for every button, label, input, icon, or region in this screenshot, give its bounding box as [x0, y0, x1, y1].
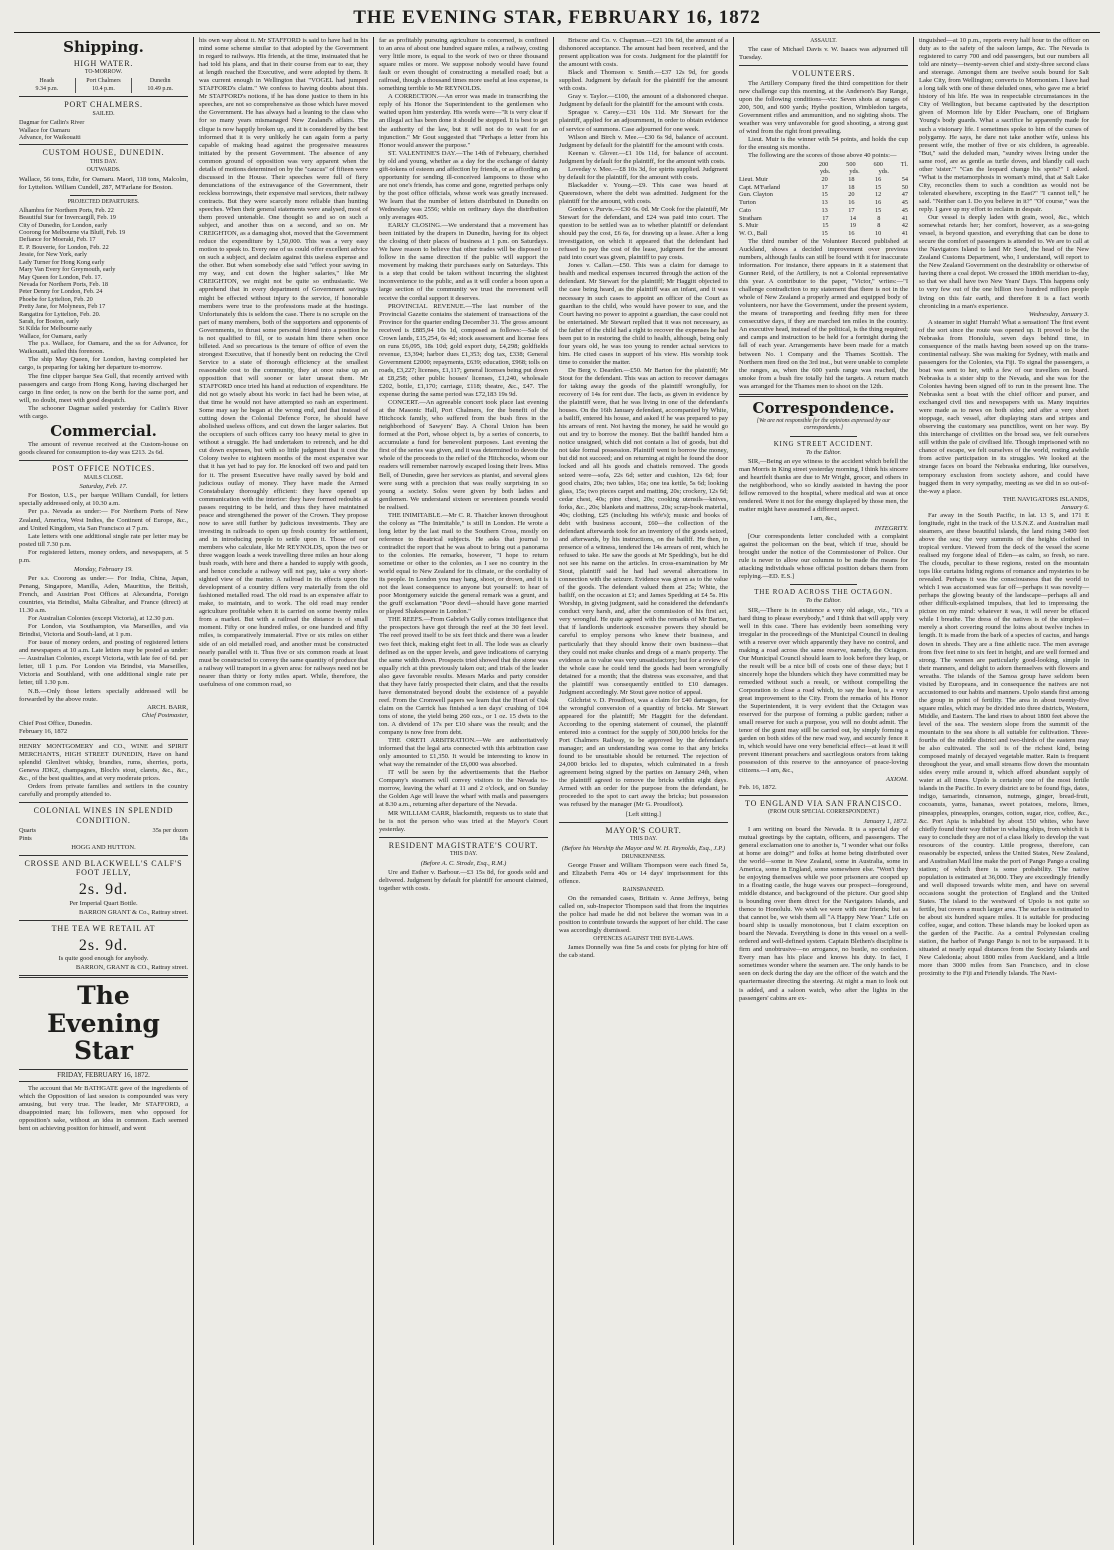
shipping-para: The schooner Dagmar sailed yesterday for Catlin's River with cargo.	[19, 404, 188, 420]
court-case: Gilchrist v. D. Proudfoot, was a claim for £40 damages, for the wrongful conversion of a quantity of bricks. Mr Stewart appeared for the plaintiff; Mr Haggitt for the defendant. According to the opening statement of counsel, the plaintiff entered into a contract for the supply of 300,000 bricks for the Port Chalmers Railway, to be approved by the defendant's manager; and an understanding was come to that any bricks found to be unsuitable should be returned. The rejection of 24,000 bricks led to disputes, which culminated in a fresh agreement being signed by the parties on January 24th, when the plaintiff agreed to remove the bricks within eight days. Armed with an order for the purpose from the defendant, he proceeded to the spot to cart away the bricks; but possession was refused by the manager (Mr G. Proudfoot).	[559, 696, 728, 809]
score-row: Lieut. Muir 20 18 16 54	[739, 175, 908, 183]
letter-body: SIR,—Being an eye witness to the accident which befell the man Morris in King street yesterday morning, I think his sincere and heartfelt thanks are due to Mr Wright, grocer, and others in the neighborhood, who so kindly assisted in having the poor fellow removed to the hospital, where medical aid was at once rendered. Were it not for the energy displayed by those men, the matter might have assumed a different aspect.	[739, 458, 908, 514]
jelly-price: 2s. 9d.	[78, 881, 129, 899]
score-row: Turton 13 16 16 45	[739, 199, 908, 207]
news-item: EARLY CLOSING.—We understand that a movement has been initiated by the drapers in Dunedin, having for its object the closing of their places of business at 1 p.m. on Saturdays. We have reason to believe that other trades will be disposed to follow in the same direction if the public will support the movement by making their purchases early on Saturdays. This is a step that could be taken without incurring the slightest inconvenience to the public, and as it will confer a boon upon a large section of the community we trust the movement will receive the cordial support it deserves.	[379, 222, 548, 302]
correspondence-heading: Correspondence.	[752, 398, 895, 417]
masthead-rule	[14, 32, 1100, 33]
commercial-heading: Commercial.	[50, 421, 157, 440]
news-item: MR WILLIAM CARR, blacksmith, requests us to state that he is not the person who was tried at the Mayor's Court yesterday.	[379, 809, 548, 833]
king-street-heading: KING STREET ACCIDENT.	[773, 439, 874, 448]
news-item: A CORRECTION.—An error was made in transcribing the reply of his Honor the Superintendent to the gentlemen who waited upon him yesterday. His words were—"It is very clear if an illegal act has been done it should be stopped. It is best to get the authority of the law, but it will not do to wait for an injunction." Mr Gout suggested that "Perhaps a letter from his Honor would answer the purpose."	[379, 93, 548, 149]
rm-court-heading: RESIDENT MAGISTRATE'S COURT.	[388, 840, 539, 850]
court-case: Jones v. Callan.—£50. This was a claim for damage to health and medical expenses incurred through the action of the defendant. Mr Stewart for the plaintiff; Mr Haggitt objected to the case being heard, as the plaintiff was an infant, and it was necessary in such cases to appoint an officer of the Court as guardian to the child, who would have power to sue, and the Court having no power to appoint a guardian, the case could not be entertained. Mr Stewart replied that it was not necessary, as the father of the child had a right to recover the expenses he had been put to in restoring the child to health, although, being only four years old, he was too young to render actual services to him. He cited cases in support of his view. His worship took time to consider the matter.	[559, 262, 728, 366]
court-case: Keenan v. Glover.—£1 10s 11d, for balance of account. Judgment by default for the plaintiff, for the amount with costs.	[559, 149, 728, 165]
news-item: THE INIMITABLE.—Mr C. R. Thatcher known throughout the colony as "The Inimitable," is still in London. He wrote a long letter by the last mail to the Southern Cross, mostly on reference to theatrical subjects. He asks that journal to contradict the report that he was about to bring out a panorama to the colonies. He remarks, however, "I hope to return sometime or other to the colonies, as I see no country in the world equal to New Zealand for its climate, or the cordiality of its people. In London you may hang, shoot, or drown, and it is not the least consequence to anyone but yourself: to hear of poor Montgomery suicide the general remark was a grunt, and the gruff exclamation "Poor devil—should have gone married or played Shakespeare in London."	[379, 511, 548, 616]
score-row: S. Muir 15 19 8 42	[739, 222, 908, 230]
leader-para: The account that Mr BATHGATE gave of the ingredients of which the Opposition of last session is compounded was very amusing, but very true. The leader, Mr STAFFORD, a disappointed man; his followers, men who opposed for opposition's sake, without an idea in common. Each seemed bent on achieving position for himself, and went	[19, 1084, 188, 1132]
column-4: Briscoe and Co. v. Chapman.—£21 10s 6d, the amount of a dishonored acceptance. The amount had been received, and the present application was for costs. Judgment for the plaintiff for the amount with costs. Black and Thomson v. Smith.—£37 12s 9d, for goods supplied. Judgment by default for the plaintiff for the amount with costs. Gray v. Taylor.—£100, the amount of a dishonored cheque. Judgment by default for the plaintiff for the amount with costs. Sprague v. Carey.—£31 10s 11d. Mr Stewart for the plaintiff, applied for an adjournment, in order to obtain evidence of service of summons. Case adjourned for one week. Wilson and Birch v. Mee.—£30 6s 9d, balance of account. Judgment by default for the plaintiff for the amount with costs. Keenan v. Glover.—£1 10s 11d, for balance of account. Judgment by default for the plaintiff, for the amount with costs. Loveday v. Mee.—£8 10s 3d, for spirits supplied. Judgment by default for the plaintiff, for the amount with costs. Blackadder v. Young.—£9. This case was heard at Queenstown, where the debt was admitted. Judgment for the plaintiff for the amount, with costs. Gordon v. Purvis.—£30 6s. 0d. Mr Cook for the plaintiff, Mr Stewart for the defendant, and £24 was paid into court. The question to be settled was as to whether plaintiff or defendant should pay the cost, £6 6s, for drawing up a lease. After a long investigation, on which it appeared that the defendant had refused to pay the cost of the lease, judgment for the amount paid into court was given, plaintiff to pay costs. Jones v. Callan.—£50. This was a claim for damage to health and medical expenses incurred through the action of the defendant. Mr Stewart for the plaintiff; Mr Haggitt objected to the case being heard, as the plaintiff was an infant, and it was necessary in such cases to appoint an officer of the Court as guardian to the child, who would have power to sue, and the Court having no power to appoint a guardian, the case could not be entertained. Mr Stewart replied that it was not necessary, as the father of the child had a right to recover the expenses he had been put to in restoring the child to health, although, being only four years old, he was too young to render actual services to him. He cited cases in support of his view. His worship took time to consider the matter. De Berg v. Dearden.—£50. Mr Barton for the plaintiff; Mr Stout for the defendant. This was an action to recover damages for taking away the goods of the plaintiff wrongfully, for recovery of 14s for rent due. The facts, as given in evidence by the plaintiff were, that he was living in one of the defendant's houses. On the 16th January defendant, accompanied by White, a bailiff, entered his house, and asked if he was prepared to pay his arrears of rent. Not having the money, he said he would go out and try to borrow the money. But the bailiff handed him a notice unsigned, which did not contain a list of goods, but did not take formal possession. Plaintiff went to borrow the money, but did not succeed; and on returning at night he found the door locked and all his goods and chattels removed. The goods seized were—sofa, 22s 6d; setter and cushion, 12s 6d; four good chairs, 20s; two tables, 16s; one tea kettle, 5s 6d; looking glass, 15s; two pieces carpet and matting, 20s; crockery, 12s 6d; cedar chest, 40s; pine chest, 20s; cooking utensils—knives, forks, &c., 20s; blankets and mattress, 20s; scrap-book material, 40s; clothing, £25 (including his wife's); music and books of debt with business account, £60—the collection of the defendant afterwards took for an inventory of the goods seized, and afterwards, by his instructions, on the bailiff. He then, in presence of a witness, tendered the 14s arrears of rent, which he refused to take. He saw the goods at Mr Spedding's, but he did not see his name on the articles. In cross-examination by Mr Stout, plaintiff said he had had several altercations in connection with the seizure. Evidence was given as to the value of the goods. The defendant valued them at 25s; White, the bailiff, on the occasion at £1; and James Spedding at £4 5s. His Worship, in giving judgment, said he considered the defendant's conduct very harsh, and, after the commission of his first act, very wrongful. He quite agreed with the remarks of Mr Barton, that if landlords undertook excessive powers they should be careful to employ persons who knew their business, and particularly that they should know their own business—that they could not make chunks and dregs of a man's property. The evidence as to value was very unsatisfactory; but for a review of the whole case he could tend the goods had been wrongfully detained for a month; that the distress was excessive, and that the plaintiff was consequently entitled to £10 damages. Judgment accordingly. Mr Stout gave notice of appeal. Gilchrist v. D. Proudfoot, was a claim for £40 damages, for the wrongful conversion of a quantity of bricks. Mr Stewart appeared for the plaintiff; Mr Haggitt for the defendant. According to the opening statement of counsel, the plaintiff entered into a contract for the supply of 300,000 bricks for the Port Chalmers Railway, to be approved by the defendant's manager; and an understanding was come to that any bricks found to be unsuitable should be returned. The rejection of 24,000 bricks led to disputes, which culminated in a fresh agreement being signed by the parties on January 24th, when the plaintiff agreed to remove the bricks within eight days. Armed with an order for the purpose from the defendant, he proceeded to the spot to cart away the bricks; but possession was refused by the manager (Mr G. Proudfoot). [Left sitting.] MAYOR'S COURT. THIS DAY. (Before his Worship the Mayor and W. H. Reynolds, Esq., J.P.) DRUNKENNESS. George Fraser and William Thompson were each fined 5s, and Elizabeth Ferra 40s or 14 days' imprisonment for this offence. RAINSPANNED. On the remanded cases, Brittain v. Anne Jeffreys, being called on, sub-Inspector Thompson said that from the inquiries the police had made he did not believe the woman was in a position to contribute towards the support of her child. The case was accordingly dismissed. OFFENCES AGAINST THE BYE-LAWS. James Donnelly was fine 5s and costs for plying for hire off the cab stand.	[554, 37, 734, 1545]
volunteers-heading: VOLUNTEERS.	[791, 69, 856, 79]
score-row: Gun. Clayton 15 20 12 47	[739, 191, 908, 199]
postmaster-signature: ARCH. BARR,	[147, 703, 188, 711]
court-case: Black and Thomson v. Smith.—£37 12s 9d, for goods supplied. Judgment by default for the plaintiff for the amount with costs.	[559, 69, 728, 93]
post-office-heading: POST OFFICE NOTICES.	[52, 464, 155, 474]
court-case: Loveday v. Mee.—£8 10s 3d, for spirits supplied. Judgment by default for the plaintiff, for the amount with costs.	[559, 165, 728, 181]
evening-star-nameplate: The Evening Star	[47, 981, 160, 1066]
news-item: ST. VALENTINE'S DAY.—The 14th of February, cherished by old and young, whether as a day for the exchange of dainty gift-tokens of esteem and affection by friends, or as affording an opportunity for sending ill-conceived lampoons to those who are not one's friends, has come and gone, regretted perhaps only by the post office officials, whose work was greatly increased. We learn that the number of letters distributed in Dunedin on Wednesday was 2556; while on ordinary days the distribution only averages 405.	[379, 149, 548, 222]
tide-heads: Heads 9.34 p.m.	[19, 78, 76, 93]
high-water-heading: HIGH WATER.	[73, 58, 134, 68]
court-case: Ure and Esther v. Barbour.—£3 15s 8d, for goods sold and delivered. Judgment by default for plaintiff for amount claimed, together with costs.	[379, 868, 548, 892]
news-item: IT will be seen by the advertisements that the Harbor Company's steamers will convey visitors to the Nevada to-morrow, leaving the wharf at 11 and 2 o'clock, and on Sunday the Golden Age will leave the wharf with mails and passengers at 8.30 a.m., returning after departure of the Nevada.	[379, 769, 548, 809]
wine-price-row: Pints 18s	[19, 834, 188, 842]
masthead: THE EVENING STAR, FEBRUARY 16, 1872	[353, 7, 761, 28]
tomorrow-label: TO-MORROW.	[84, 69, 123, 76]
custom-house-heading: CUSTOM HOUSE, DUNEDIN.	[42, 148, 165, 158]
tea-ad-title: THE TEA WE RETAIL AT	[51, 923, 156, 933]
court-case: Gray v. Taylor.—£100, the amount of a dishonored cheque. Judgment by default for the plaintiff for the amount with costs.	[559, 93, 728, 109]
score-row: Cato 13 17 15 45	[739, 206, 908, 214]
hogg-hutton-signature: HOGG AND HUTTON.	[71, 843, 136, 851]
tide-dunedin: Dunedin 10.49 p.m.	[147, 78, 174, 92]
calfs-foot-jelly-title: CROSSE AND BLACKWELL'S CALF'S FOOT JELLY,	[24, 858, 183, 878]
columns	[14, 37, 1100, 1545]
leader-continued: his own way about it. Mr STAFFORD is said to have had in his mind some scheme similar to that adopted by the Government in regard to railways. His friends, at the time, insinuated that he had told his plans, and that in their course from ear to ear, they at length reached the Executive, and were adopted by them. It was current enough in Wellington that "VOGEL had jumped STAFFORD's claim." We confess to having doubts about this. Mr STAFFORD's notions, if he has done justice to them in his speeches, are not so comprehensive as those which have moved the Government. He has always had a leaning to the class who for so many years mismanaged New Zealand's affairs. The clique is now happily broken up, and it is considered by the best informed that it is very unlikely he can again form a party capable of making head against the progressive measures initiated by the present Government. The absence of any common ground of opposition was very apparent when the details of motions determined on by the "caucus" of fifteen were discussed in the House. Their speeches were full of fiery denunciations of the extravagance of the Government, their reckless borrowings, their expensive mail services, their railway contracts. But they were scarcely more reliable than hunting speeches. When their general statements were analysed, most of them proved untenable. One thought so and so on such a subject, and another thus on a second, and so on. Mr CREIGHTON, as a damaging shot, moved that the Government reduce the expenditure by 1,50,000. This was a very easy motion to speak to. Every one of us could offer excellent advice on such a subject, and declaim against this useless expense and the other. But when somebody else said "effect your saving in my way, and cut down the higher salaries," like Mr CREIGHTON, we might not be quite so enthusiastic. We apprehend that in every department of Government savings might be effected without injury to the service, if honorable members were true to the professions made at the hustings. Unfortunately this is seldom the case. There is no scruple on the part of many members, both of the supporters and opponents of Governments, to thrust some personal friend into a position he is not qualified to fill, or to sustain him there when once billeted. And so precarious is the tenure of office of even the strongest Executive, that if honestly bent on reducing the Civil Service to a state of thorough efficiency at the smallest reasonable cost to the community, they at once raise up an opposition that will sooner or later unseat them. Mr STAFFORD once tried his hand at reduction of expenditure. He did not go wisely about his work: in fact had he been wise, at that time he would not have attempted so rash an experiment. Some may say he began at the wrong end, and that instead of cutting down the Colonial Defence Force, he should have abolished useless offices, and cut down the larger salaries. But the occupiers of such offices carry too heavy metal to give in without a struggle. He had undertaken to retrench, and he did cut down expenses, but with so little judgment that it cost the Colony twelve to eighteen months of the most expensive war that it has yet had to pay for. He knocked off two and paid ten for it. The present Executive have really saved by bold and judicious outlay of money. They have made the Armed Constabulary thoroughly efficient: they have opened up communication with the interior: they have formed redoubts at passes requiring to be held, and thus they have maintained peace and strengthened the power of the Crown. They propose now to save still further by judicious investments. They are investing in railroads to open up fresh country for settlement, and in introducing people to settle upon it. Those of our members who calculate, like Mr REYNOLDS, upon the two or three waggon loads a week travelling three miles an hour along bush roads, with here and there a handed to supply with goods, and hence conclude a railway will not pay, take a very short-sighted view of the matter. A railroad in its effects upon the development of a country differs very materially from the old fashioned metalled road. The old road is an expensive affair to make, to maintain, and to work. The old road may render agriculture profitable when it is carried on some twenty miles from a market. But with a railroad the distance is of small moment. Fifty or one hundred miles, or one hundred and fifty miles, is comparatively immaterial. Five or six miles on either side of an old metalled road, and another must be constructed nearly parallel with it. Thus five or six common roads at least must be constructed to convey the same quantity of produce that a railway will transport in a given area: for railways need not be nearer than thirty or forty miles apart. While, therefore, the usefulness of one common road, so	[199, 37, 368, 688]
score-row: Capt. M'Farland 17 18 15 50	[739, 183, 908, 191]
court-case: Gordon v. Purvis.—£30 6s. 0d. Mr Cook for the plaintiff, Mr Stewart for the defendant, and £24 was paid into court. The question to be settled was as to whether plaintiff or defendant should pay the cost, £6 6s, for drawing up a lease. After a long investigation, on which it appeared that the defendant had refused to pay the cost of the lease, judgment for the amount paid into court was given, plaintiff to pay costs.	[559, 205, 728, 262]
leader-dateline: FRIDAY, FEBRUARY 16, 1872.	[19, 1069, 188, 1082]
sailed-list: Dagmar for Catlin's River Wallace for Oamaru Advance, for Waikouaiti	[19, 119, 85, 141]
mayors-court-heading: MAYOR'S COURT.	[605, 825, 682, 835]
tea-price: 2s. 9d.	[78, 936, 129, 954]
shipping-para: The p.s. Wallace, for Oamaru, and the ss for Advance, for Waikouaiti, sailed this forenoon.	[19, 340, 188, 356]
column-6: tinguished—at 10 p.m., reports every half hour to the officer on duty as to the safety of the saloon lamps, &c. The Nevada is registered to carry 700 and odd passengers, but our numbers all told are ninety—twenty-seven chief and sixty-three second class and steerage. Amongst them are twelve souls bound for Salt Lake City, from Wellington; converts to Mormonism. I have had a long talk with one of these deluded ones, who gave me a brief history of his life. He was in respectable circumstances in the City of Wellington, but became captivated by the description given of Mormon life by Elder Peacham, one of Brigham Young's body guards. What a sacrifice he apparently made for such a visionary life. I sometimes spoke to him of the curses of polygamy. He says, he dare not take another wife, unless his present wife, the mother of five or six children, is agreeable. "But," said the deluded man, "sundry wives living under the same roof, are as gentle as turtle doves, and blandly call each other 'sister.'" "Can the leopard change his spots?" I asked. "What is the metamorphosis in woman's mind, that at Salt Lake City, reconciles them to such a condition as would not be tolerated elsewhere, excepting in the East?" "I cannot tell," he said. "Neither can I. Do you believe in it?" "Of course," was the reply. I gave up my effort to reclaim in despair. Our vessel is deeply laden with grain, wool, &c., which somewhat retards her; her comfort, however, as a sea-going vessel, is beyond question, and everything that can be done to secure the comfort of passengers is attended to. We are to call at the Navigators Island to land Mr Seed, the head of the New Zealand Customs Department, who, I understand, will report to the New Zealand Government on the desirability or otherwise of having there a coal depot. We crossed the 180th meridian to-day, so that we shall have two New Years' Days. This happens only to very few out of the one billion two hundred million people living on this fair earth, and therefore it is a fact worth chronicling in a man's experience. Wednesday, January 3. A steamer in sight! Hurrah! What a sensation! The first event of the sort since the route was opened up. It proved to be the Nebraska from Honolulu, seven days behind time, in consequence of the mails having been sowed up on the trans-continental railway. She was making for Sydney, with mails and passengers for the Colonies, via Fiji. To signal the passengers, a boat was sent to her, with a few of our travellers on board. Nebraska is a sister ship to the Nevada, and she was for the Colonies having been signed off to run in the present line. The Nebraska sent a boat with the chief officer and purser, and exchanged civil ties and newspapers with us. Many inquiries were made as to news on both sides; and after a very short stoppage, each vessel, after displaying stars and stripes and observing the customary sea punctilios, went on her way. By this interchange of civilities on the broad sea, we felt ourselves still within the pale of civilised life. Though imprisoned with no chance of escape, we felt ourselves of the world, resting awhile from active participation in its struggles. We looked at the strange faces on board the Nebraska enduring, like ourselves, temporary exclusion from society ashore, and could have hugged them in very sympathy, meeting as we did in so out-of-the-way a place. THE NAVIGATORS ISLANDS, January 6. Far away in the South Pacific, in lat. 13 S, and 171 E longitude, right in the track of the U.S.N.Z. and Australian mail steamers, are these beautiful islands, the land rising 3400 feet above the sea; the very summits of the heights clothed in tropical verdure. Viewed from the deck of the vessel the scene realised my forgone ideal of Eden—as calm, so fresh, so rare. The clouds, peculiar to these regions, rested on the mountain tops like curtains hiding regions of romance and mysteries to be revealed. Perhaps it was the consciousness that the world to which I was accustomed was far off—perhaps it was novelty—perhaps the glowing beauty of the landscape—perhaps all and other difficult-explained impulses, that led to impressing the picture on my mind: whatever it was, it will never be effaced while I breathe. The dress of the natives is of the simplest—merely a short covering round the loins about twelve inches in length. It is made from the bark of a species of cactus, and hangs down in shreds. They are a fine athletic race. The men average from five feet nine to six feet in height, and are well formed and strong. The women are particularly good-looking, simple in their manners, and delight to adorn themselves with flowers and wreaths. The islands of the Samoa group have seldom been visited by Europeans, and in consequence the natives are not accustomed to our habits and manners. Upolo stands first among the group in point of fertility. The area in about twenty-five square miles, which may be divided into three districts, Western, Middle, and Eastern. The land rises to about 1800 feet above the level of the sea. The western slope from the summit of the mountain to the sea shore is all suitable for cultivation. Three-fourths of the middle district and two-thirds of the eastern may be also cultivated. The soil is of the richest kind, being composed mainly of decayed vegetable matter. Rain is frequent throughout the year, and small streams flow down the mountain sides every mile around it, which afford abundant supply of water at all times. Upolo is certainly one of the most fertile islands in the Pacific. In every district are to be found figs, dates, indigo, tamarinds, cinnamon, nutmegs, ginger, bread-fruit, cocoanuts, yams, bananas, sweet potatoes, melons, limes, pineapples, pineapples, oranges, cotton, sugar, rice, coffee, &c., &c. Port Apia is inhabited by about 150 whites, who have chiefly found their way thither in whaling ships, from which it is easy to conclude they are not of a class likely to develop the vast resources of the country. Little progress, therefore, can reasonably be expected, unless the United States, New Zealand, and Australian Mail line make the port of Pango Pango a coaling station; of which there is some probability. The native population is estimated at 36,000. They are exceedingly friendly and well disposed towards white men, and have on several occasions sought the protection of England and the United States. The island to the westward of Upolo is not quite so fertile, but covers a much larger area. The surface is estimated to be about six hundred square miles. It is suitable for producing coffee, sugar, and cotton. These islands may be looked upon as the garden of the Pacific. As a central Polynesian coaling station, the harbor of Pango Pango is not to be surpassed. It is situated at nearly equal distances from the Society Islands and New Caledonia; about 1800 miles from Auckland, and a little more than 3000 miles from San Francisco, and in close proximity to the Fiji and Friendly Islands. The Navi-	[919, 37, 1089, 978]
court-case: De Berg v. Dearden.—£50. Mr Barton for the plaintiff; Mr Stout for the defendant. This was an action to recover damages for taking away the goods of the plaintiff wrongfully, for recovery of 14s for rent due. The facts, as given in evidence by the plaintiff were, that he was living in one of the defendant's houses. On the 16th January defendant, accompanied by White, a bailiff, entered his house, and asked if he was prepared to pay his arrears of rent. Not having the money, he said he would go out and try to borrow the money. But the bailiff handed him a notice unsigned, which did not contain a list of goods, but did not take formal possession. Plaintiff went to borrow the money, but did not succeed; and on returning at night he found the door locked and all his goods and chattels removed. The goods seized were—sofa, 22s 6d; setter and cushion, 12s 6d; four good chairs, 20s; two tables, 16s; one tea kettle, 5s 6d; looking glass, 15s; two pieces carpet and matting, 20s; crockery, 12s 6d; cedar chest, 40s; pine chest, 20s; cooking utensils—knives, forks, &c., 20s; blankets and mattress, 20s; scrap-book material, 40s; clothing, £25 (including his wife's); music and books of debt with business account, £60—the collection of the defendant afterwards took for an inventory of the goods seized, and afterwards, by his instructions, on the bailiff. He then, in presence of a witness, tendered the 14s arrears of rent, which he refused to take. He saw the goods at Mr Spedding's, but he did not see his name on the articles. In cross-examination by Mr Stout, plaintiff said he had had several altercations in connection with the seizure. Evidence was given as to the value of the goods. The defendant valued them at 25s; White, the bailiff, on the occasion at £1; and James Spedding at £4 5s. His Worship, in giving judgment, said he considered the defendant's conduct very harsh, and, after the commission of his first act, very wrongful. He quite agreed with the remarks of Mr Barton, that if landlords undertook excessive powers they should be careful to employ persons who knew their business, and particularly that they should know their own business—that they could not make chunks and dregs of a man's property. The evidence as to value was very unsatisfactory; but for a review of the whole case he could tend the goods had been wrongfully detained for a month; that the distress was excessive, and that the plaintiff was consequently entitled to £10 damages. Judgment accordingly. Mr Stout gave notice of appeal.	[559, 366, 728, 696]
travel-letter: I am writing on board the Nevada. It is a special day of mutual greetings by the captain, officers, and passengers. The general exclamation one to another is, "I wonder what our folks at home are doing?" and folks at home being distributed over the world—some in New Zealand, some in Australia, some in America, some in England, some somewhere else. "Won't they be enjoying themselves while we poor prisoners are cooped up in a floating castle, the huge waves our prospect—foreground, middle distance, and background of the picture. Our good ship is bounding over them direct for the Navigators Islands, and thence to Honolulu. We wish we were with our friends; but as that cannot be, we wish them all "A Happy New Year." Life on board ship is usually monotonous, but I claim exception on board the Nevada. Everything is done in this vessel on a well-ordered and well-defined system. Captain Blethen's discipline is firm and unobtrusive—no arrogance, no bustle, no confusion. Every man has his place and knows his duty. In fact, I sometimes wonder where the seamen are. The only hands to be seen on deck during the day are the officer of the watch and the quartermaster directing the steering. At night a man to look out is added, and a saloon watch, who after the lights in the passengers' cabins are ex-	[739, 825, 908, 1002]
score-table: 200 500 600 Tl. yds. yds. yds. Lieut. Muir 20 18 16 54 Capt. M'Farland 17 18 15 50 Gun. Clayton 15 20 12 47 Turton 13 16 16 45 Cato 13 17 15 45 Stratham 17 14 8 41 S. Muir 15 19 8 42 W. O., Ball 15 16 10 41	[739, 160, 908, 238]
port-chalmers-heading: PORT CHALMERS.	[64, 100, 143, 110]
shipping-para: The ship May Queen, for London, having completed her cargo, is preparing for taking her departure to-morrow.	[19, 356, 188, 372]
tide-port-chalmers: Port Chalmers 10.4 p.m.	[76, 78, 133, 93]
tide-table	[19, 78, 188, 93]
colonial-wines-ad-title: COLONIAL WINES IN SPLENDID CONDITION.	[33, 806, 174, 825]
news-item: PROVINCIAL REVENUE.—The last number of the Provincial Gazette contains the statement of transactions of the Province for the quarter ending December 31. The gross amount received is £885,94 10s 1d, composed as follows:—Sale of Crown lands, £15,254, 6s 4d; stock assessment and license fees on runs £6,095, 18s 10d; gold export duty, £4,298; goldfields revenue, £3,394; harbor dues £1,353; dog tax, £338; General Government £2000; repayments, £639; education, £968; tolls on roads, £3,227; licenses, £1,117; general licenses being put down at £8,258; other public houses' licenses, £1,240, wholesale £202, bottle, £1,170; carriage, £118; theatre, &c., £47. The expense during the same period was £72,183 19s 9d.	[379, 302, 548, 399]
news-item: CONCERT.—An agreeable concert took place last evening at the Masonic Hall, Port Chalmers, for the benefit of the Hitchcock family, who suffered from the bush fires in the neighborhood of Sawyers' Bay. A Choral Union has been formed at the Port, whose object is, by a series of concerts, to accumulate a fund for benevolent purposes. Last evening the first of the series was given, and it was determined to devote the whole of the proceeds to the relief of the Hitchcocks, whom our readers will remember narrowly escaped losing their lives. Miss Bell, of Dunedin, gave her services as pianist, and several glees were sung with a precision that was really surprising in so young a society. Solos were given by both ladies and gentlemen. We understand sixteen or seventeen pounds would be realised.	[379, 399, 548, 511]
departures-list: Alhambra for Northern Ports, Feb. 22 Beautiful Star for Invercargill, Feb. 19 City of Dunedin, for London, early Coorong for Melbourne via Bluff, Feb. 19 Defiance for Moeraki, Feb. 17 E. P. Bouverie, for London, Feb. 22 Jessie, for New York, early Lady Turner for Hong Kong early Mary Van Every for Greymouth, early May Queen for London, Feb. 17. Nevada for Northern Ports, Feb. 18 Peter Denny for London, Feb. 24 Phoebe for Lyttelton, Feb. 20 Pretty Jane, for Molyneux, Feb 17 Rangatira for Lyttelton, Feb. 20. Sarah, for Boston, early St Kilda for Melbourne early Wallace, for Oamaru, early	[19, 206, 126, 340]
shipping-heading: Shipping.	[63, 38, 144, 56]
column-1: Shipping. HIGH WATER. TO-MORROW. Heads 9.34 p.m. Port Chalmers 10.4 p.m. Dunedin 10.49 p.m. PORT CHALMERS. SAILED. Dagmar for Catlin's River Wallace for Oamaru Advance, for Waikouaiti CUSTOM HOUSE, DUNEDIN. THIS DAY. OUTWARDS. Wallace, 56 tons, Edie, for Oamaru. Maori, 118 tons, Malcolm, for Lyttelton. William Cundell, 287, M'Farlane for Boston. PROJECTED DEPARTURES. Alhambra for Northern Ports, Feb. 22 Beautiful Star for Invercargill, Feb. 19 City of Dunedin, for London, early Coorong for Melbourne via Bluff, Feb. 19 Defiance for Moeraki, Feb. 17 E. P. Bouverie, for London, Feb. 22 Jessie, for New York, early Lady Turner for Hong Kong early Mary Van Every for Greymouth, early May Queen for London, Feb. 17. Nevada for Northern Ports, Feb. 18 Peter Denny for London, Feb. 24 Phoebe for Lyttelton, Feb. 20 Pretty Jane, for Molyneux, Feb 17 Rangatira for Lyttelton, Feb. 20. Sarah, for Boston, early St Kilda for Melbourne early Wallace, for Oamaru, early The p.s. Wallace, for Oamaru, and the ss for Advance, for Waikouaiti, sailed this forenoon. The ship May Queen, for London, having completed her cargo, is preparing for taking her departure to-morrow. The fine clipper barque Sea Gull, that recently arrived with passengers and cargo from Hong Kong, having discharged her cargo in fine order, is now on the berth for the same port, and will, no doubt, meet with good despatch. The schooner Dagmar sailed yesterday for Catlin's River with cargo. Commercial. The amount of revenue received at the Custom-house on goods cleared for consumption to-day was £213. 2s 6d. POST OFFICE NOTICES. MAILS CLOSE. Saturday, Feb. 17. For Boston, U.S., per barque William Cundall, for letters specially addressed only, at 10.30 a.m. Per p.s. Nevada as under:— For Northern Ports of New Zealand, America, West Indies, the Continent of Europe, &c., and United Kingdom, via San Francisco at 7 p.m. Late letters with one additional single rate per letter may be posted till 7.30 p.m. For registered letters, money orders, and newspapers, at 5 p.m. Monday, February 19. Per s.s. Coorong as under:— For India, China, Japan, Penang, Singapore, Manilla, Aden, Mauritius, the British, French, and Austrian Post Offices at Alexandria, Foreign countries, via Brindisi, Malta Gibraltar, and France (direct) at 11.30 a.m. For Australian Colonies (except Victoria), at 12.30 p.m. For London, via Southampton, via Marseilles, and via Brindisi, Victoria and South-land, at 1 p.m. For issue of money orders, and posting of registered letters and newspapers at 10 a.m. Late letters may be posted as under:— Australian Colonies, except Victoria, with late fee of 6d. per letter, till 1 p.m. For London via Brindisi, via Marseilles, Victoria and Southland, with one additional single rate per letter, till 1.30 p.m. N.B.—Only those letters specially addressed will be forwarded by the above route. ARCH. BARR, Chief Postmaster, Chief Post Office, Dunedin. February 16, 1872 HENRY MONTGOMERY and CO., WINE and SPIRIT MERCHANTS, HIGH STREET DUNEDIN, Have on hand splendid Glenlivet whisky, brandies, rums, sherries, ports, Geneva JDKZ, champagnes, Bloch's stout, clarets, &c., &c., &c., of the best qualities, and at very moderate prices. Orders from private families and settlers in the country carefully and promptly attended to. COLONIAL WINES IN SPLENDID CONDITION. Quarts 35s per dozen Pints 18s HOGG AND HUTTON. CROSSE AND BLACKWELL'S CALF'S FOOT JELLY, 2s. 9d. Per Imperial Quart Bottle. BARRON GRANT & Co., Rattray street. THE TEA WE RETAIL AT 2s. 9d. Is quite good enough for anybody. BARRON, GRANT & CO., Rattray street. The Evening Star FRIDAY, FEBRUARY 16, 1872. The account that Mr BATHGATE gave of the ingredients of which the Opposition of last session is compounded was very amusing, but very true. The leader, Mr STAFFORD, a disappointed man; his followers, men who opposed for opposition's sake, without an idea in common. Each seemed bent on achieving position for himself, and went	[14, 37, 194, 1545]
leader-end: far as profitably pursuing agriculture is concerned, is confined to an area of about one hundred square miles, a railway, costing very little more, is equal to the work of two or three thousand square miles or more. We suppose nobody would have found fault or even thought of constructing a metalled road; but a railroad, though a thousand times more useful at less expense, is something terrible to Mr REYNOLDS.	[379, 37, 548, 93]
column-5: ASSAULT. The case of Michael Davis v. W. Isaacs was adjourned till Tuesday. VOLUNTEERS. The Artillery Company fired the third competition for their new challenge cup this morning, at the Anderson's Bay Range, upon the following conditions—viz: Seven shots at ranges of 200, 500, and 600 yards; Hythe position, Wimbledon targets, Government rifles and ammunition, and no sighting shots. The weather was very unfavorable for good shooting, a strong gust of wind from the right front prevailing. Lieut. Muir is the winner with 54 points, and holds the cup for the ensuing six months. The following are the scores of those above 40 points:— 200 500 600 Tl. yds. yds. yds. Lieut. Muir 20 18 16 54 Capt. M'Farland 17 18 15 50 Gun. Clayton 15 20 12 47 Turton 13 16 16 45 Cato 13 17 15 45 Stratham 17 14 8 41 S. Muir 15 19 8 42 W. O., Ball 15 16 10 41 The third number of the Volunteer Record published at Auckland, shows a decided improvement over previous numbers, although faults can still be found with it for inaccurate information. For instance, there appears in it a statement that Gunner Reid, of the Artillery, is not a Colonial representative this year. A contributor to the paper, "Victor," writes:—"I challenge contradiction to my statement that there is not in the whole of New Zealand a properly armed and equipped body of volunteers, nor have the Government, under the present system, the means of transporting and feeding fifty men for three consecutive days, if they are marched ten miles in the country. An executive head, instead of the political, is the thing required; and camps and instruction to be held for a fortnight during the fall of each year. Arrangements have been made for a match between No. 1 Company and the Thames Scottish. The Northern men fired on the 3rd inst., but were unable to complete the ranges, as, when the 600 yards range was reached, the smoke from a bush fire totally hid the targets. A return match was arranged for the Thames men to shoot on the 12th. Correspondence. [We are not responsible for the opinions expressed by our correspondents.] KING STREET ACCIDENT. To the Editor. SIR,—Being an eye witness to the accident which befell the man Morris in King street yesterday morning, I think his sincere and heartfelt thanks are due to Mr Wright, grocer, and others in the neighborhood, who so kindly assisted in having the poor fellow removed to the hospital, where medical aid was at once rendered. Were it not for the energy displayed by those men, the matter might have assumed a different aspect. I am, &c., INTEGRITY. [Our correspondents letter concluded with a complaint against the policeman on the beat, which if true, should be brought under the notice of the Commissioner of Police. Our rule is never to allow our columns to be made the means for attacking individuals whose official position debars them from replying.—ED. E.S.] THE ROAD ACROSS THE OCTAGON. To the Editor. SIR,—There is in existence a very old adage, viz., "It's a hard thing to please everybody," and I think that will apply very well in this case. There has evidently been something very irregular in the proceedings of the Municipal Council in dealing with a reserve over which apparently they have no control, and making a road across the same reserve, namely, the Octagon. Our Municipal Council should learn to look before they leap, or the result will be a nice bill of costs one of these days; but I sincerely hope the blunders which they have committed may be remedied without such a result, or without compelling the Corporation to close a road which, to say the least, is a very great improvement to the City. From the remarks of his Honor the Superintendent, it is very evident that the Octagon was reserved for the purpose of forming a public garden; rather a small reserve for such a purpose, you will no doubt admit. The tenor of the grant may still be carried out, by simply forming a garden on both sides of the new road way, and securely fence it in, which would have one very beneficial effect—at least it will prevent itinerant preachers and sacrilegious orators from taking possession of this reserve to the annoyance of peace-loving citizens.—I am, &c., AXIOM. Feb. 16, 1872. TO ENGLAND VIA SAN FRANCISCO. (FROM OUR SPECIAL CORRESPONDENT.) January 1, 1872. I am writing on board the Nevada. It is a special day of mutual greetings by the captain, officers, and passengers. The general exclamation one to another is, "I wonder what our folks at home are doing?" and folks at home being distributed over the world—some in New Zealand, some in Australia, some in America, some in England, some somewhere else. "Won't they be enjoying themselves while we poor prisoners are cooped up in a floating castle, the huge waves our prospect—foreground, middle distance, and background of the picture. Our good ship is bounding over them direct for the Navigators Islands, and thence to Honolulu. We wish we were with our friends; but as that cannot be, we wish them all "A Happy New Year." Life on board ship is usually monotonous, but I claim exception on board the Nevada. Everything is done in this vessel on a well-ordered and well-defined system. Captain Blethen's discipline is firm and unobtrusive—no arrogance, no bustle, no confusion. Every man has his place and knows his duty. In fact, I sometimes wonder where the seamen are. The only hands to be seen on deck during the day are the officer of the watch and the quartermaster directing the steering. At night a man to look out is added, and a saloon watch, who after the lights in the passengers' cabins are ex-	[734, 37, 914, 1545]
navigators-heading: THE NAVIGATORS ISLANDS,	[1002, 495, 1089, 503]
octagon-heading: THE ROAD ACROSS THE OCTAGON.	[754, 587, 893, 596]
column-3: far as profitably pursuing agriculture is concerned, is confined to an area of about one hundred square miles, a railway, costing very little more, is equal to the work of two or three thousand square miles or more. We suppose nobody would have found fault or even thought of constructing a metalled road; but a railroad, though a thousand times more useful at less expense, is something terrible to Mr REYNOLDS. A CORRECTION.—An error was made in transcribing the reply of his Honor the Superintendent to the gentlemen who waited upon him yesterday. His words were—"It is very clear if an illegal act has been done it should be stopped. It is best to get the authority of the law, but it will not do to wait for an injunction." Mr Gout suggested that "Perhaps a letter from his Honor would answer the purpose." ST. VALENTINE'S DAY.—The 14th of February, cherished by old and young, whether as a day for the exchange of dainty gift-tokens of esteem and affection by friends, or as affording an opportunity for sending ill-conceived lampoons to those who are not one's friends, has come and gone, regretted perhaps only by the post office officials, whose work was greatly increased. We learn that the number of letters distributed in Dunedin on Wednesday was 2556; while on ordinary days the distribution only averages 405. EARLY CLOSING.—We understand that a movement has been initiated by the drapers in Dunedin, having for its object the closing of their places of business at 1 p.m. on Saturdays. We have reason to believe that other trades will be disposed to follow in the same direction if the public will support the movement by making their purchases early on Saturdays. This is a step that could be taken without incurring the slightest inconvenience to the public, and as it will confer a boon upon a large section of the community we trust the movement will receive the cordial support it deserves. PROVINCIAL REVENUE.—The last number of the Provincial Gazette contains the statement of transactions of the Province for the quarter ending December 31. The gross amount received is £885,94 10s 1d, composed as follows:—Sale of Crown lands, £15,254, 6s 4d; stock assessment and license fees on runs £6,095, 18s 10d; gold export duty, £4,298; goldfields revenue, £3,394; harbor dues £1,353; dog tax, £338; General Government £2000; repayments, £639; education, £968; tolls on roads, £3,227; licenses, £1,117; general licenses being put down at £8,258; other public houses' licenses, £1,240, wholesale £202, bottle, £1,170; carriage, £118; theatre, &c., £47. The expense during the same period was £72,183 19s 9d. CONCERT.—An agreeable concert took place last evening at the Masonic Hall, Port Chalmers, for the benefit of the Hitchcock family, who suffered from the bush fires in the neighborhood of Sawyers' Bay. A Choral Union has been formed at the Port, whose object is, by a series of concerts, to accumulate a fund for benevolent purposes. Last evening the first of the series was given, and it was determined to devote the whole of the proceeds to the relief of the Hitchcocks, whom our readers will remember narrowly escaped losing their lives. Miss Bell, of Dunedin, gave her services as pianist, and several glees were sung with a precision that was really surprising in so young a society. Solos were given by both ladies and gentlemen. We understand sixteen or seventeen pounds would be realised. THE INIMITABLE.—Mr C. R. Thatcher known throughout the colony as "The Inimitable," is still in London. He wrote a long letter by the last mail to the Southern Cross, mostly on reference to theatrical subjects. He asks that journal to contradict the report that he was about to bring out a panorama to the colonies. He remarks, however, "I hope to return sometime or other to the colonies, as I see no country in the world equal to New Zealand for its climate, or the cordiality of its people. In London you may hang, shoot, or drown, and it is not the least consequence to anyone but yourself: to hear of poor Montgomery suicide the general remark was a grunt, and the gruff exclamation "Poor devil—should have gone married or played Shakespeare in London." THE REEFS.—From Gabriel's Gully comes intelligence that the prospectors have got through the reef at the 30 feet level. The reef proved itself to be six feet thick and there was a leader two feet thick, making eight feet in all. The lode was as clearly defined as on the upper levels, and gave indications of carrying the same width down. Prospects tried showed that the stone was equally rich at this previously taken out; and trials of the leader also gave favorable results. Messrs Marks and party consider that they have fairly prospected their claim, and that the results have demonstrated beyond doubt the existence of a payable reef. From the Cromwell papers we learn that the Heart of Oak claim on the Carrick has finished a ten days' crushing of 104 tons of stone, the yield being 260 ozs., or 1 oz. 15 dwts to the ton. A dividend of 17s per £10 share was the result; and the company is now free from debt. THE ORETI ARBITRATION.—We are authoritatively informed that the legal arts connected with this arbitration case only amounted to £1,350. It would be interesting to know in what way the remainder of the £6,000 was absorbed. IT will be seen by the advertisements that the Harbor Company's steamers will convey visitors to the Nevada to-morrow, leaving the wharf at 11 and 2 o'clock, and on Sunday the Golden Age will leave the wharf with mails and passengers at 8.30 a.m., returning after departure of the Nevada. MR WILLIAM CARR, blacksmith, requests us to state that he is not the person who was tried at the Mayor's Court yesterday. RESIDENT MAGISTRATE'S COURT. THIS DAY. (Before A. C. Strode, Esq., R.M.) Ure and Esther v. Barbour.—£3 15s 8d, for goods sold and delivered. Judgment by default for plaintiff for amount claimed, together with costs.	[374, 37, 554, 1545]
court-case: Briscoe and Co. v. Chapman.—£21 10s 6d, the amount of a dishonored acceptance. The amount had been received, and the present application was for costs. Judgment for the plaintiff for the amount with costs.	[559, 37, 728, 69]
montgomery-ad: HENRY MONTGOMERY and CO., WINE and SPIRIT MERCHANTS, HIGH STREET DUNEDIN, Have on hand splendid Glenlivet whisky, brandies, rums, sherries, ports, Geneva JDKZ, champagnes, Bloch's stout, clarets, &c., &c., &c., of the best qualities, and at very moderate prices.	[19, 742, 188, 782]
news-item: THE REEFS.—From Gabriel's Gully comes intelligence that the prospectors have got through the reef at the 30 feet level. The reef proved itself to be six feet thick and there was a leader two feet thick, making eight feet in all. The lode was as clearly defined as on the upper levels, and gave indications of carrying the same width down. Prospects tried showed that the stone was equally rich at this previously taken out; and trials of the leader also gave favorable results. Messrs Marks and party consider that they have fairly prospected their claim, and that the results have demonstrated beyond doubt the existence of a payable reef. From the Cromwell papers we learn that the Heart of Oak claim on the Carrick has finished a ten days' crushing of 104 tons of stone, the yield being 260 ozs., or 1 oz. 15 dwts to the ton. A dividend of 17s per £10 share was the result; and the company is now free from debt.	[379, 616, 548, 737]
commercial-para: The amount of revenue received at the Custom-house on goods cleared for consumption to-day was £213. 2s 6d.	[19, 441, 188, 457]
shipping-para: The fine clipper barque Sea Gull, that recently arrived with passengers and cargo from Hong Kong, having discharged her cargo in fine order, is now on the berth for the same port, and will, no doubt, meet with good despatch.	[19, 372, 188, 404]
column-2	[194, 37, 374, 1545]
san-francisco-heading: TO ENGLAND VIA SAN FRANCISCO.	[745, 798, 902, 808]
travel-letter-continued: tinguished—at 10 p.m., reports every half hour to the officer on duty as to the safety of the saloon lamps, &c. The Nevada is registered to carry 700 and odd passengers, but our numbers all told are ninety—twenty-seven chief and sixty-three second class and steerage. Amongst them are twelve souls bound for Salt Lake City, from Wellington; converts to Mormonism. I have had a long talk with one of these deluded ones, who gave me a brief history of his life. He was in respectable circumstances in the City of Wellington, but became captivated by the description given of Mormon life by Elder Peacham, one of Brigham Young's body guards. What a sacrifice he apparently made for such a visionary life. I sometimes spoke to him of the curses of polygamy. He says, he dare not take another wife, unless his present wife, the mother of five or six children, is agreeable. "But," said the deluded man, "sundry wives living under the same roof, are as gentle as turtle doves, and blandly call each other 'sister.'" "Can the leopard change his spots?" I asked. "What is the metamorphosis in woman's mind, that at Salt Lake City, reconciles them to such a condition as would not be tolerated elsewhere, excepting in the East?" "I cannot tell," he said. "Neither can I. Do you believe in it?" "Of course," was the reply. I gave up my effort to reclaim in despair.	[919, 37, 1089, 213]
projected-departures-heading: PROJECTED DEPARTURES.	[67, 198, 140, 205]
letter-body: SIR,—There is in existence a very old adage, viz., "It's a hard thing to please everybody," and I think that will apply very well in this case. There has evidently been something very irregular in the proceedings of the Municipal Council in dealing with a reserve over which apparently they have no control, and making a road across the same reserve, namely, the Octagon. Our Municipal Council should learn to look before they leap, or the result will be a nice bill of costs one of these days; but I sincerely hope the blunders which they have committed may be remedied without such a result, or without compelling the Corporation to close a road which, to say the least, is a very great improvement to the City. From the remarks of his Honor the Superintendent, it is very evident that the Octagon was reserved for the purpose of forming a public garden; rather a small reserve for such a purpose, you will no doubt admit. The tenor of the grant may still be carried out, by simply forming a garden on both sides of the new road way, and securely fence it in, which would have one very beneficial effect—at least it will prevent itinerant preachers and sacrilegious orators from taking possession of this reserve to the annoyance of peace-loving citizens.—I am, &c.,	[739, 606, 908, 775]
court-case: Wilson and Birch v. Mee.—£30 6s 9d, balance of account. Judgment by default for the plaintiff for the amount with costs.	[559, 133, 728, 149]
news-item: THE ORETI ARBITRATION.—We are authoritatively informed that the legal arts connected with this arbitration case only amounted to £1,350. It would be interesting to know in what way the remainder of the £6,000 was absorbed.	[379, 737, 548, 769]
score-row: W. O., Ball 15 16 10 41	[739, 230, 908, 238]
court-case: Sprague v. Carey.—£31 10s 11d. Mr Stewart for the plaintiff, applied for an adjournment, in order to obtain evidence of service of summons. Case adjourned for one week.	[559, 109, 728, 133]
court-case: Blackadder v. Young.—£9. This case was heard at Queenstown, where the debt was admitted. Judgment for the plaintiff for the amount, with costs.	[559, 181, 728, 205]
score-row: Stratham 17 14 8 41	[739, 214, 908, 222]
wine-price-row: Quarts 35s per dozen	[19, 826, 188, 834]
